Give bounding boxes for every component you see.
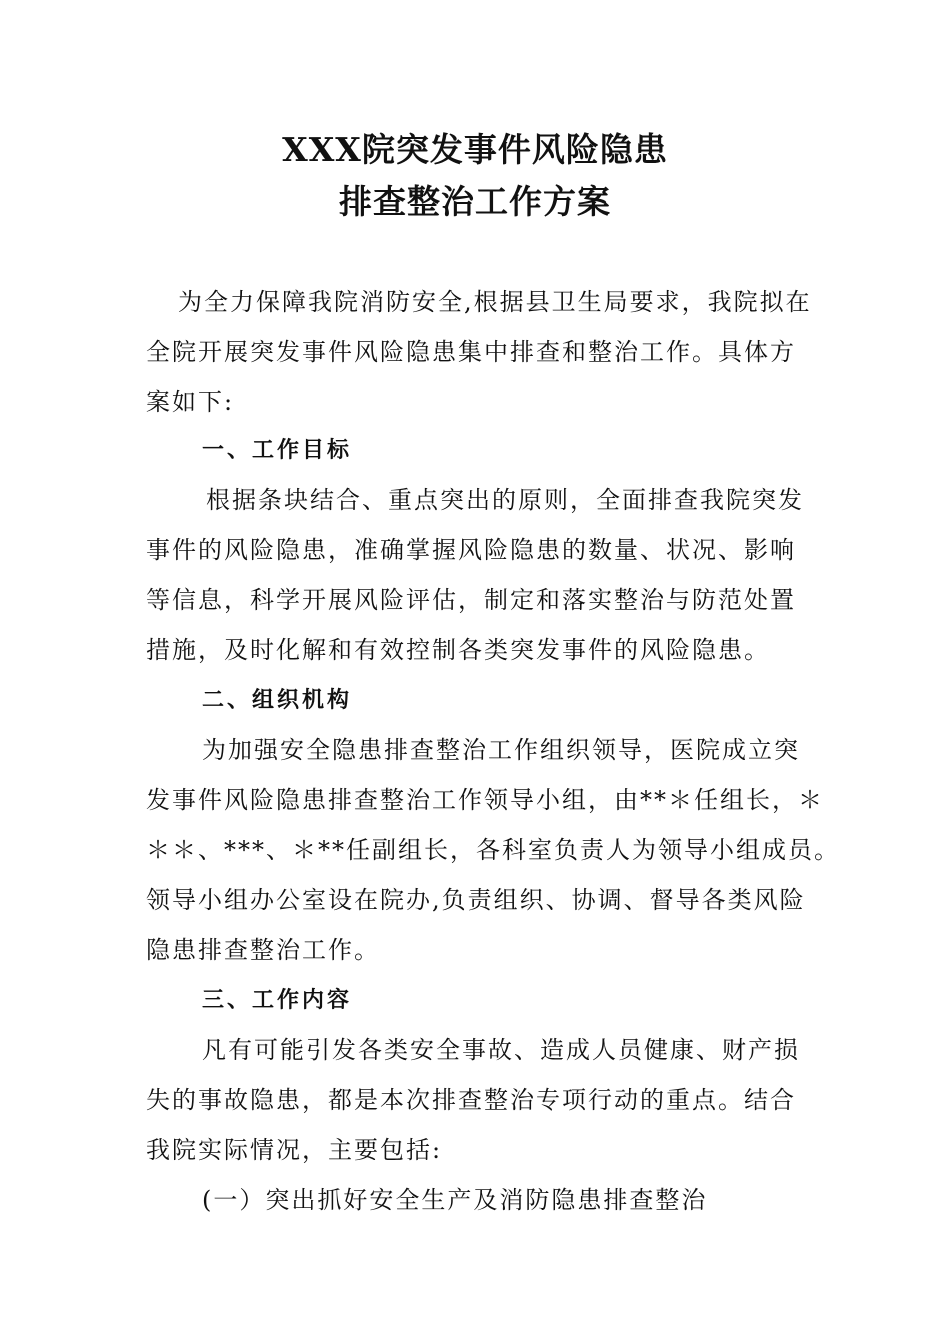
- intro-line-3: 案如下:: [146, 388, 235, 416]
- section1-line-2: 事件的风险隐患，准确掌握风险隐患的数量、状况、影响: [146, 536, 796, 564]
- section3-line-1: 凡有可能引发各类安全事故、造成人员健康、财产损: [202, 1036, 800, 1064]
- intro-line-1: 为全力保障我院消防安全,根据县卫生局要求，我院拟在: [178, 288, 812, 316]
- document-title-line-1: XXX院突发事件风险隐患: [282, 130, 668, 169]
- section3-line-2: 失的事故隐患，都是本次排查整治专项行动的重点。结合: [146, 1086, 796, 1114]
- section2-line-4: 领导小组办公室设在院办,负责组织、协调、督导各类风险: [146, 886, 806, 914]
- section2-line-3: ＊＊、***、＊**任副组长，各科室负责人为领导小组成员。: [146, 836, 840, 864]
- section3-line-3: 我院实际情况，主要包括:: [146, 1136, 443, 1164]
- section1-line-1: 根据条块结合、重点突出的原则，全面排查我院突发: [206, 486, 804, 514]
- section3-subheading: (一）突出抓好安全生产及消防隐患排查整治: [202, 1186, 708, 1214]
- section-heading-goals: 一、工作目标: [202, 437, 353, 463]
- section1-line-3: 等信息，科学开展风险评估，制定和落实整治与防范处置: [146, 586, 796, 614]
- intro-line-2: 全院开展突发事件风险隐患集中排查和整治工作。具体方: [146, 338, 796, 366]
- section2-line-5: 隐患排查整治工作。: [146, 936, 380, 964]
- section2-line-2: 发事件风险隐患排查整治工作领导小组，由**＊任组长，＊: [146, 786, 824, 814]
- section2-line-1: 为加强安全隐患排查整治工作组织领导，医院成立突: [202, 736, 800, 764]
- section-heading-organization: 二、组织机构: [202, 687, 353, 713]
- section1-line-4: 措施，及时化解和有效控制各类突发事件的风险隐患。: [146, 636, 770, 664]
- section-heading-content: 三、工作内容: [202, 987, 353, 1013]
- document-title-line-2: 排查整治工作方案: [339, 182, 611, 221]
